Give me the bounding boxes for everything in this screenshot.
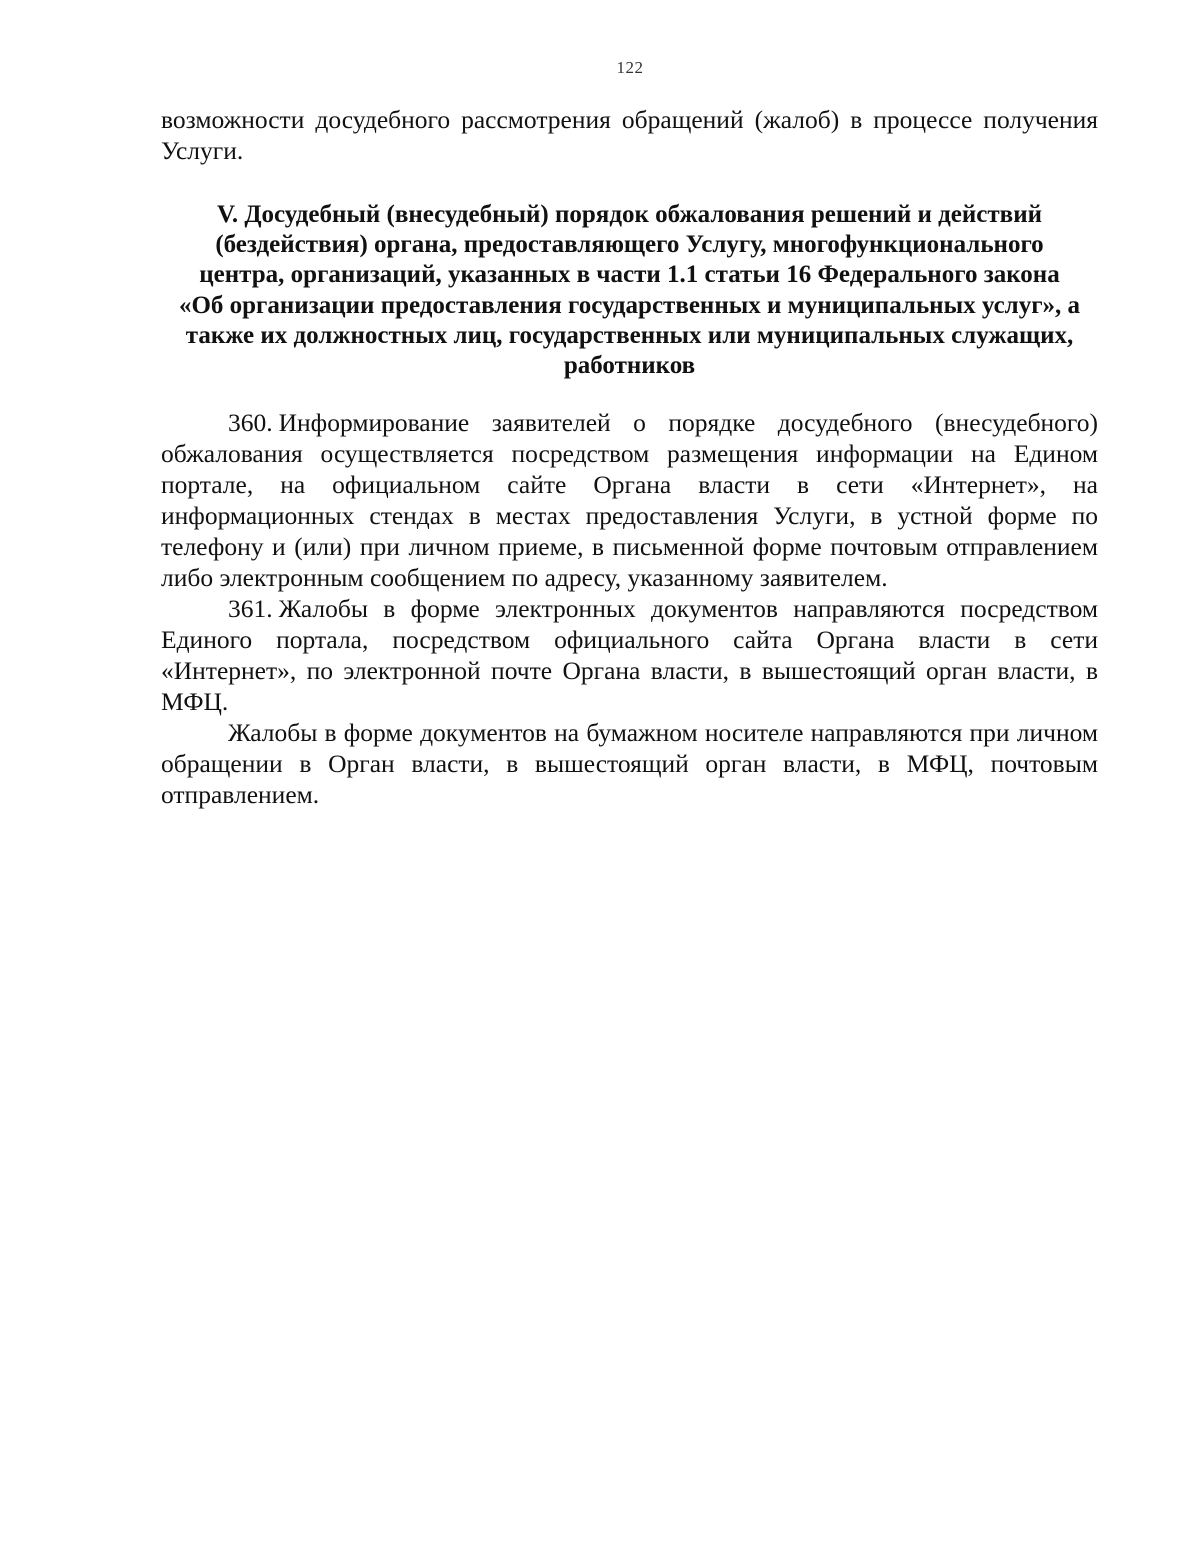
section-heading-line: также их должностных лиц, государственных или муниципальных служащих, bbox=[185, 321, 1074, 349]
page-number: 122 bbox=[616, 58, 644, 77]
section-heading-line: (бездействия) органа, предоставляющего Услугу, многофункционального bbox=[215, 231, 1044, 259]
section-heading-line: «Об организации предоставления государственных и муниципальных услуг», а bbox=[178, 291, 1081, 319]
paragraph-360 bbox=[161, 407, 1098, 593]
paragraph-text: Жалобы в форме электронных документов направляются посредством Единого портала, посредством официального сайта Органа власти в сети «Интернет», по электронной почте Органа власти, в вышестоящий орган власти, в МФЦ. bbox=[161, 594, 1098, 717]
document-body bbox=[161, 104, 1098, 810]
intro-paragraph: возможности досудебного рассмотрения обращений (жалоб) в процессе получения Услуги. bbox=[161, 105, 1098, 165]
paragraph-361 bbox=[161, 593, 1098, 717]
section-heading bbox=[161, 200, 1098, 381]
paragraph-number: 360. bbox=[228, 408, 273, 438]
paragraph-361-continued bbox=[161, 717, 1098, 810]
paragraph-text: Информирование заявителей о порядке досудебного (внесудебного) обжалования осуществляется посредством размещения информации на Едином портале, на официальном сайте Органа власти в сети «Интернет», на информационных стендах в местах предоставления Услуги, в устной форме по телефону и (или) при личном приеме, в письменной форме почтовым отправлением либо электронным сообщением по адресу, указанному заявителем. bbox=[161, 408, 1098, 593]
section-heading-line: работников bbox=[563, 352, 696, 380]
section-heading-line: центра, организаций, указанных в части 1.1 статьи 16 Федерального закона bbox=[199, 261, 1060, 289]
paragraph-text: Жалобы в форме документов на бумажном носителе направляются при личном обращении в Орган власти, в вышестоящий орган власти, в МФЦ, почтовым отправлением. bbox=[161, 718, 1098, 810]
section-heading-line: V. Досудебный (внесудебный) порядок обжалования решений и действий bbox=[216, 201, 1042, 228]
paragraph-number: 361. bbox=[228, 594, 273, 624]
